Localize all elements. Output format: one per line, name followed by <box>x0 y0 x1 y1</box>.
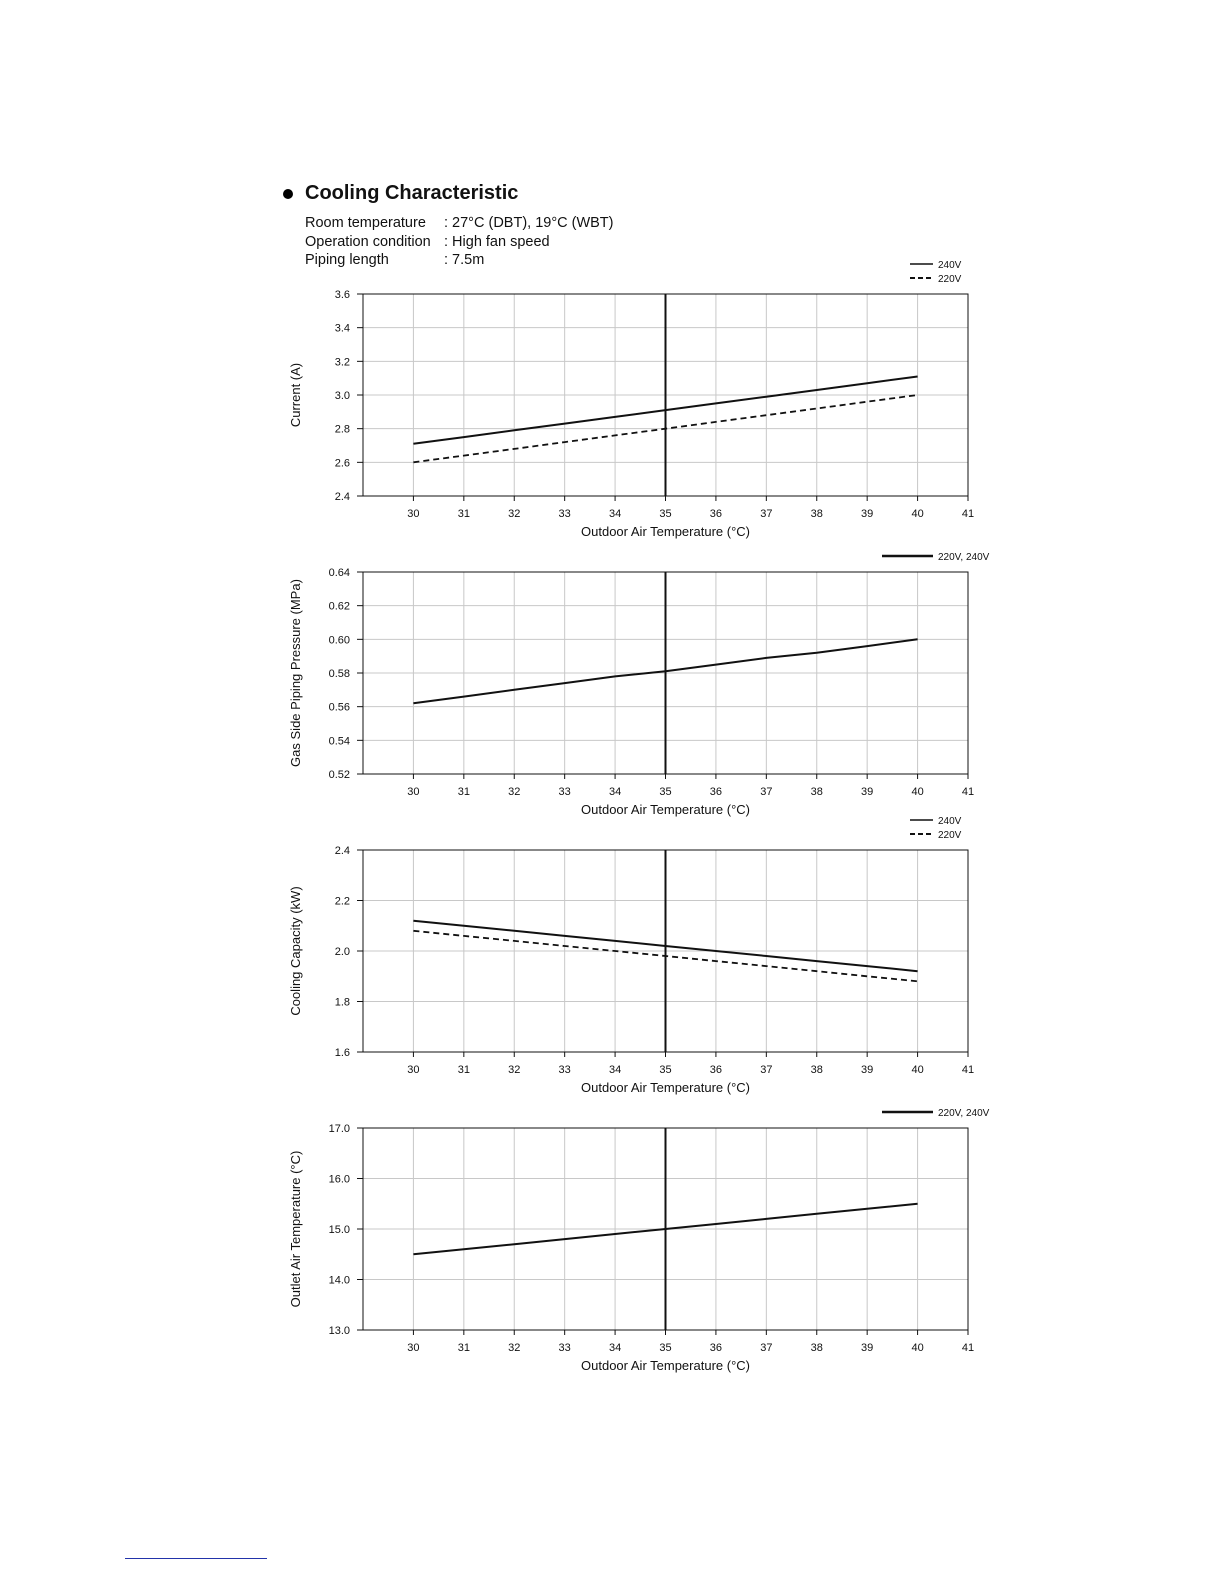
x-tick-label: 38 <box>810 508 823 520</box>
y-tick-label: 3.2 <box>334 356 350 369</box>
x-tick-label: 41 <box>961 508 975 520</box>
x-tick-label: 30 <box>407 1342 420 1354</box>
y-tick-label: 17.0 <box>328 1123 350 1135</box>
legend-label: 240V <box>938 816 962 827</box>
x-axis-title: Outdoor Air Temperature (°C) <box>581 524 750 539</box>
y-tick-label: 3.0 <box>334 390 350 402</box>
x-tick-label: 32 <box>508 1064 521 1076</box>
x-tick-label: 35 <box>659 1064 672 1076</box>
x-tick-label: 30 <box>407 508 420 520</box>
x-tick-label: 31 <box>457 786 470 798</box>
legend-label: 220V <box>938 274 962 285</box>
y-tick-label: 0.54 <box>328 735 350 748</box>
x-tick-label: 41 <box>961 1064 975 1076</box>
x-tick-label: 40 <box>911 1342 924 1354</box>
y-tick-label: 3.4 <box>334 322 350 335</box>
x-tick-label: 37 <box>760 508 773 520</box>
y-tick-label: 2.6 <box>334 457 350 470</box>
x-tick-label: 37 <box>760 1064 773 1076</box>
legend-label: 220V, 240V <box>938 552 990 563</box>
y-tick-label: 0.64 <box>328 567 350 579</box>
section-title: Cooling Characteristic <box>305 182 519 204</box>
x-tick-label: 34 <box>608 1064 622 1076</box>
x-axis-title: Outdoor Air Temperature (°C) <box>581 1080 750 1095</box>
x-tick-label: 36 <box>709 1342 723 1354</box>
x-tick-label: 38 <box>810 1064 823 1076</box>
x-tick-label: 36 <box>709 786 723 798</box>
legend-label: 220V <box>938 830 962 841</box>
y-tick-label: 16.0 <box>328 1173 350 1186</box>
condition-label: Operation condition <box>305 233 431 250</box>
y-tick-label: 0.60 <box>328 634 350 647</box>
y-tick-label: 1.6 <box>334 1047 350 1059</box>
y-tick-label: 13.0 <box>328 1325 350 1337</box>
x-tick-label: 36 <box>709 508 723 520</box>
y-axis-title: Gas Side Piping Pressure (MPa) <box>288 579 303 767</box>
x-tick-label: 39 <box>861 1342 874 1354</box>
x-tick-label: 30 <box>407 786 420 798</box>
y-tick-label: 14.0 <box>328 1274 350 1287</box>
x-tick-label: 34 <box>608 1342 622 1354</box>
x-tick-label: 41 <box>961 786 975 798</box>
y-tick-label: 0.56 <box>328 701 350 714</box>
y-tick-label: 0.58 <box>328 668 350 680</box>
y-axis-title: Current (A) <box>288 362 303 428</box>
y-axis-title: Cooling Capacity (kW) <box>288 886 303 1016</box>
y-tick-label: 15.0 <box>328 1224 350 1236</box>
x-tick-label: 31 <box>457 1342 470 1354</box>
x-tick-label: 39 <box>861 786 874 798</box>
x-axis-title: Outdoor Air Temperature (°C) <box>581 1358 750 1373</box>
x-tick-label: 40 <box>911 1064 924 1076</box>
x-tick-label: 32 <box>508 1342 521 1354</box>
x-axis-title: Outdoor Air Temperature (°C) <box>581 802 750 817</box>
x-tick-label: 34 <box>608 508 622 520</box>
condition-value: : 7.5m <box>444 252 485 268</box>
y-tick-label: 2.4 <box>334 845 350 857</box>
chart-outlet <box>288 1108 990 1373</box>
condition-value: : 27°C (DBT), 19°C (WBT) <box>444 215 614 231</box>
y-axis-title: Outlet Air Temperature (°C) <box>288 1150 303 1308</box>
x-tick-label: 35 <box>659 1342 672 1354</box>
x-tick-label: 40 <box>911 786 924 798</box>
y-tick-label: 2.4 <box>334 491 350 503</box>
x-tick-label: 38 <box>810 786 823 798</box>
x-tick-label: 36 <box>709 1064 723 1076</box>
x-tick-label: 37 <box>760 786 773 798</box>
x-tick-label: 31 <box>457 1064 470 1076</box>
x-tick-label: 33 <box>558 1064 571 1076</box>
legend-label: 220V, 240V <box>938 1108 990 1119</box>
x-tick-label: 37 <box>760 1342 773 1354</box>
y-tick-label: 2.8 <box>334 423 350 436</box>
x-tick-label: 30 <box>407 1064 420 1076</box>
y-tick-label: 1.8 <box>334 996 350 1009</box>
y-tick-label: 2.2 <box>334 895 350 908</box>
y-tick-label: 3.6 <box>334 289 350 301</box>
x-tick-label: 39 <box>861 508 874 520</box>
chart-capacity <box>288 816 974 1095</box>
chart-current <box>288 260 974 539</box>
condition-value: : High fan speed <box>444 233 550 250</box>
x-tick-label: 33 <box>558 1342 571 1354</box>
x-tick-label: 40 <box>911 508 924 520</box>
x-tick-label: 31 <box>457 508 470 520</box>
x-tick-label: 33 <box>558 786 571 798</box>
x-tick-label: 41 <box>961 1342 975 1354</box>
y-tick-label: 0.62 <box>328 600 350 613</box>
x-tick-label: 35 <box>659 786 672 798</box>
chart-pressure <box>288 552 990 817</box>
condition-label: Room temperature <box>305 215 426 231</box>
y-tick-label: 0.52 <box>328 769 350 781</box>
x-tick-label: 32 <box>508 508 521 520</box>
x-tick-label: 35 <box>659 508 672 520</box>
legend-label: 240V <box>938 260 962 271</box>
x-tick-label: 32 <box>508 786 521 798</box>
x-tick-label: 34 <box>608 786 622 798</box>
condition-label: Piping length <box>305 252 389 268</box>
x-tick-label: 39 <box>861 1064 874 1076</box>
y-tick-label: 2.0 <box>334 946 350 958</box>
x-tick-label: 38 <box>810 1342 823 1354</box>
x-tick-label: 33 <box>558 508 571 520</box>
footer-rule <box>125 1558 267 1559</box>
